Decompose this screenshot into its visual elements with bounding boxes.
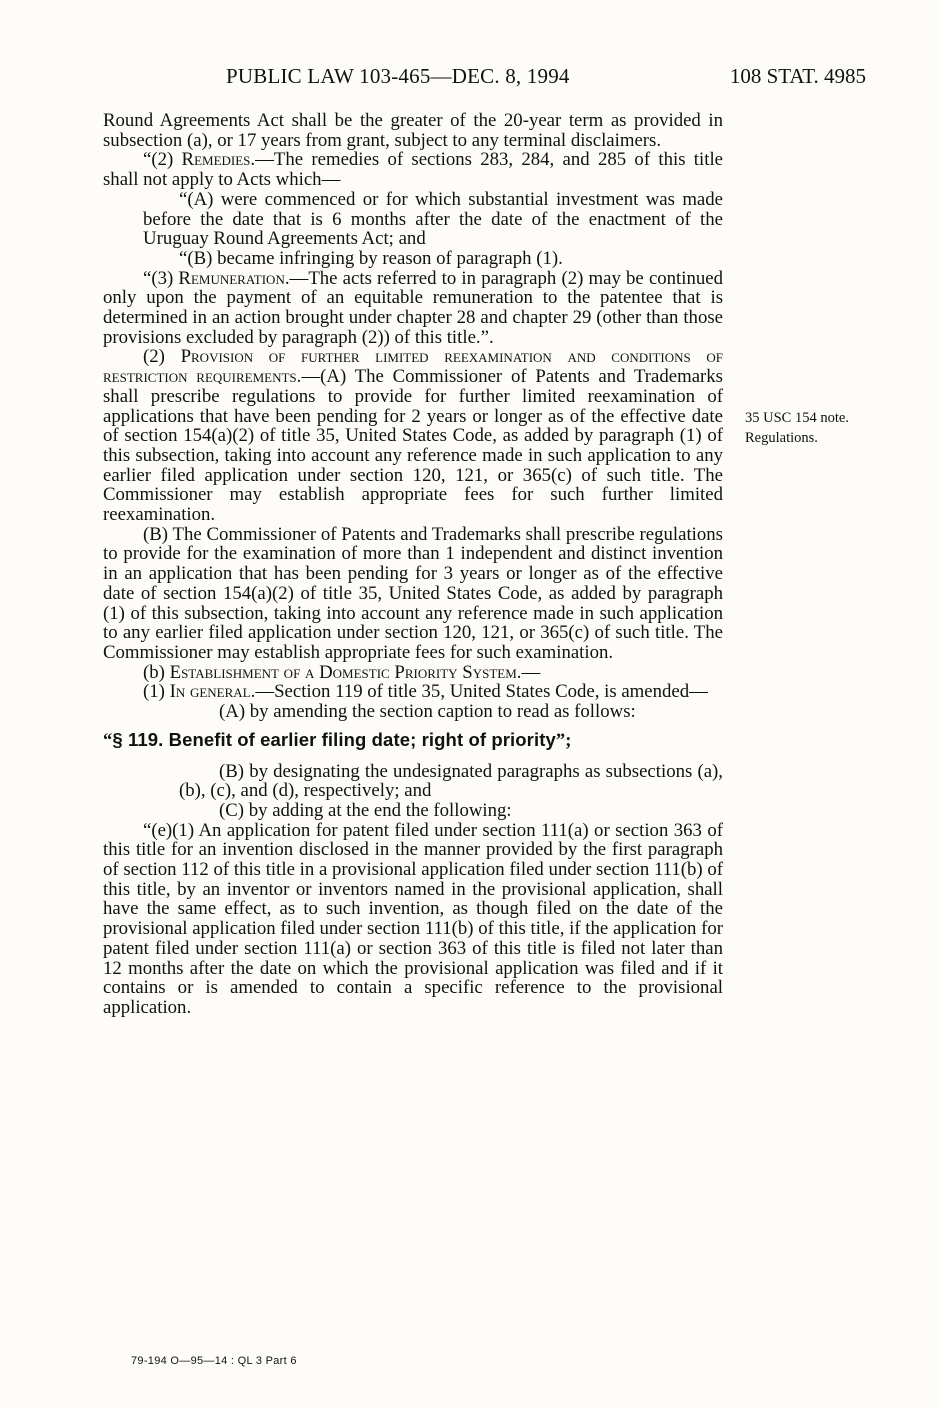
- paragraph-heading: Remedies.: [181, 149, 256, 171]
- heading-close-quote: ”;: [555, 730, 572, 751]
- paragraph-text: —The remedies of sections 283, 284, and 285 of this title shall not apply to Acts which—: [103, 149, 724, 191]
- paragraph-amend-caption: (A) by amending the section caption to read as follows:: [219, 701, 636, 723]
- paragraph-remedies: [103, 150, 723, 189]
- paragraph-e1: “(e)(1) An application for patent filed under section 111(a) or section 363 of this title for an invention disclosed in the manner provided by the first paragraph of section 112 of this title in a provisional application filed under section 111(b) of this title, by an inventor or inventors named in the provisional application, shall have the same effect, as to such invention, as though filed on the date of the provisional application filed under section 111(b) of this title, if the application for patent filed under section 111(a) or section 363 of this title is filed not later than 12 months after the date on which the provisional application was filed and if it contains or is amended to contain a specific reference to the provisional application.: [103, 819, 723, 1018]
- paragraph-prefix: “(2): [143, 149, 182, 171]
- margin-notes: [745, 408, 925, 448]
- section-119-heading: [103, 730, 723, 752]
- margin-note-usc: 35 USC 154 note.: [745, 410, 849, 426]
- stat-page-number: 108 STAT. 4985: [729, 64, 866, 88]
- paragraph-text: —(A) The Commissioner of Patents and Trademarks shall prescribe regulations to provide for further limited reexamination of applications that have been pending for 2 years or longer as of the effective date of section 154(a)(2) of title 35, United States Code, as added by paragraph (1) of this subsection, taking into account any reference made in such application to any earlier filed application under section 120, 121, or 365(c) of such title. The Commissioner may establish appropriate fees for such further limited reexamination.: [103, 366, 723, 526]
- paragraph-text: —Section 119 of title 35, United States Code, is amended—: [255, 681, 708, 703]
- page-footer: 79-194 O—95—14 : QL 3 Part 6: [131, 1355, 297, 1367]
- law-title: PUBLIC LAW 103-465—DEC. 8, 1994: [226, 64, 570, 88]
- paragraph-heading: Remuneration.: [178, 267, 290, 289]
- paragraph-2b: “(B) became infringing by reason of paragraph (1).: [179, 247, 563, 269]
- paragraph-designating: (B) by designating the undesignated paragraphs as subsections (a), (b), (c), and (d), respectively; and: [179, 760, 723, 802]
- paragraph-heading: Provision of further limited reexamination and conditions of restriction requirements.: [103, 346, 723, 388]
- paragraph-text: —The acts referred to in paragraph (2) may be continued only upon the payment of an equitable remuneration to the patentee that is determined in an action brought under chapter 28 and chapter 29 (other than those provisions excluded by paragraph (2)) of this title.”.: [103, 267, 724, 348]
- paragraph-remuneration: [103, 269, 723, 348]
- paragraph-prefix: “(3): [143, 267, 179, 289]
- paragraph-reexamination: [103, 347, 723, 524]
- heading-open-quote: “: [103, 730, 113, 751]
- paragraph-domestic-priority: [103, 663, 723, 683]
- paragraph-prefix: (1): [143, 681, 170, 703]
- document-body: [103, 111, 723, 1018]
- paragraph-heading: In general.: [169, 681, 256, 703]
- heading-text: § 119. Benefit of earlier filing date; right of priority: [112, 728, 556, 750]
- paragraph-adding: (C) by adding at the end the following:: [219, 799, 512, 821]
- paragraph-heading: Establishment of a Domestic Priority System.: [169, 661, 522, 683]
- paragraph-text: —: [521, 661, 541, 683]
- margin-note-regulations: Regulations.: [745, 430, 818, 446]
- paragraph-2a: “(A) were commenced or for which substantial investment was made before the date that is 6 months after the date of the enactment of the Uruguay Round Agreements Act; and: [143, 188, 723, 250]
- paragraph-prefix: (b): [143, 661, 170, 683]
- paragraph-prefix: (2): [143, 346, 181, 368]
- page-header: [226, 64, 866, 88]
- paragraph-in-general: [103, 682, 723, 702]
- paragraph-1: Round Agreements Act shall be the greater of the 20-year term as provided in subsection (a), or 17 years from grant, subject to any terminal disclaimers.: [103, 110, 723, 151]
- paragraph-examination-b: (B) The Commissioner of Patents and Trademarks shall prescribe regulations to provide for the examination of more than 1 independent and distinct invention in an application that has been pending for 3 years or longer as of the effective date of section 154(a)(2) of title 35, United States Code, as added by paragraph (1) of this subsection, taking into account any reference made in such application to any earlier filed application under section 120, 121, or 365(c) of such title. The Commissioner may establish appropriate fees for such examination.: [103, 523, 723, 663]
